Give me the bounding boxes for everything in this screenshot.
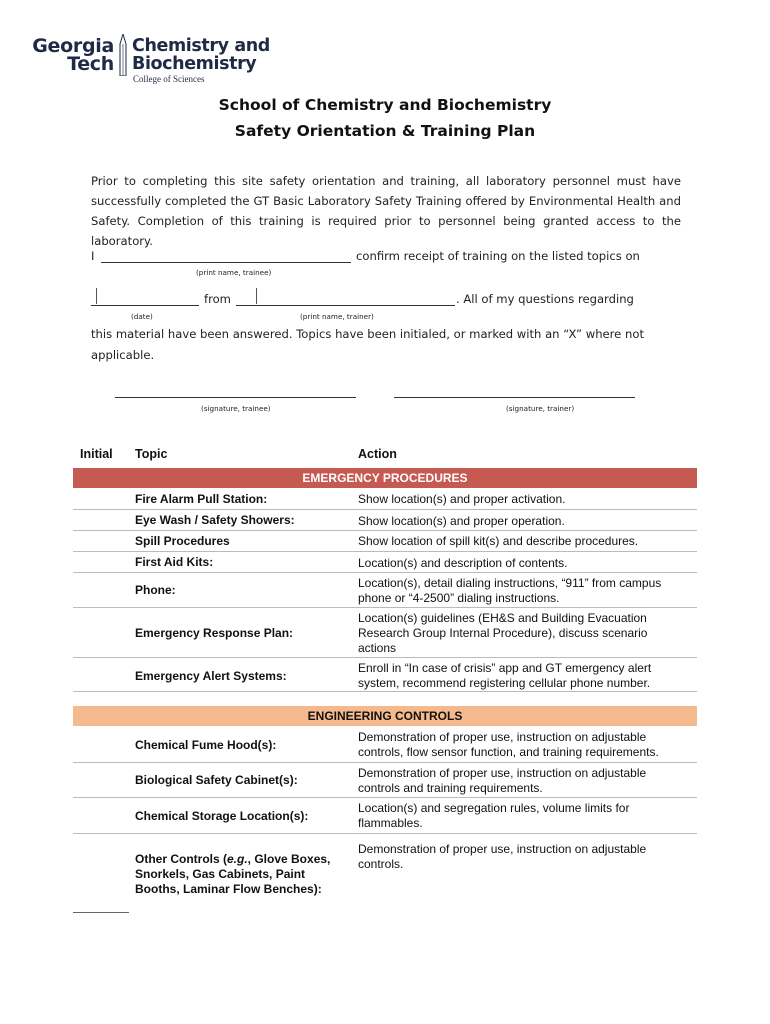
page-title: School of Chemistry and Biochemistry	[218, 96, 552, 114]
row-topic: Emergency Alert Systems:	[135, 669, 287, 683]
statement-line4: applicable.	[91, 348, 155, 362]
table-bottom-rule	[73, 912, 129, 913]
logo-georgia: Georgia	[32, 35, 114, 57]
initial-field[interactable]	[73, 727, 125, 762]
table-row	[73, 658, 697, 692]
table-row	[73, 510, 697, 531]
row-action: Demonstration of proper use, instruction on adjustable controls, flow sensor function, and training requirements.	[358, 730, 659, 759]
row-action: Location(s) and segregation rules, volume limits for flammables.	[358, 801, 630, 830]
statement-line1-suffix: confirm receipt of training on the listed topics on	[356, 249, 640, 263]
logo-college: College of Sciences	[133, 74, 205, 84]
label-date: (date)	[131, 312, 153, 321]
row-action: Location(s) and description of contents.	[358, 556, 568, 570]
label-signature-trainer: (signature, trainer)	[506, 404, 575, 413]
row-action: Demonstration of proper use, instruction on adjustable controls.	[358, 842, 647, 871]
initial-field[interactable]	[73, 658, 125, 691]
trainer-name-field[interactable]	[236, 305, 455, 306]
initial-field[interactable]	[73, 834, 125, 896]
column-header-action: Action	[358, 447, 397, 461]
table-row	[73, 531, 697, 552]
initial-field[interactable]	[73, 510, 125, 530]
row-topic: Eye Wash / Safety Showers:	[135, 513, 295, 527]
trainee-name-field[interactable]	[101, 262, 351, 263]
row-action: Demonstration of proper use, instruction on adjustable controls and training requirements.	[358, 766, 647, 795]
section-emergency-procedures: EMERGENCY PROCEDURES	[73, 468, 697, 488]
date-field[interactable]	[91, 305, 199, 306]
table-row	[73, 834, 697, 896]
initial-field[interactable]	[73, 573, 125, 607]
row-topic: Biological Safety Cabinet(s):	[135, 773, 298, 787]
table-row	[73, 608, 697, 658]
initial-field[interactable]	[73, 488, 125, 509]
section-engineering-controls: ENGINEERING CONTROLS	[73, 706, 697, 726]
logo-department	[132, 37, 270, 73]
row-action: Location(s) guidelines (EH&S and Building Evacuation Research Group Internal Procedure), discuss scenario actions	[358, 611, 648, 655]
table-row	[73, 573, 697, 608]
initial-field[interactable]	[73, 608, 125, 657]
row-topic	[135, 852, 350, 897]
table-row	[73, 763, 697, 798]
table-row	[73, 727, 697, 763]
logo-tech: Tech	[67, 53, 114, 75]
row-action: Show location of spill kit(s) and describe procedures.	[358, 534, 639, 548]
trainer-field-cursor	[256, 288, 257, 304]
table-row	[73, 488, 697, 510]
statement-i: I	[91, 249, 95, 263]
row-topic: Chemical Fume Hood(s):	[135, 738, 277, 752]
row-topic: Fire Alarm Pull Station:	[135, 492, 268, 506]
table-row	[73, 798, 697, 834]
logo-georgia-tech	[28, 37, 114, 73]
topic-suffix: , Glove Boxes, Snorkels, Gas Cabinets, Paint Booths, Laminar Flow Benches):	[135, 852, 331, 896]
label-signature-trainee: (signature, trainee)	[201, 404, 271, 413]
row-action: Show location(s) and proper activation.	[358, 492, 566, 506]
georgia-tech-logo	[28, 34, 298, 88]
row-topic: Phone:	[135, 583, 176, 597]
trainee-signature-field[interactable]	[115, 397, 356, 398]
table-row	[73, 552, 697, 573]
row-topic: Chemical Storage Location(s):	[135, 809, 309, 823]
label-print-name-trainee: (print name, trainee)	[196, 268, 272, 277]
topic-em: e.g.	[227, 852, 248, 866]
topic-prefix: Other Controls (	[135, 852, 227, 866]
date-field-cursor	[96, 288, 97, 304]
label-print-name-trainer: (print name, trainer)	[300, 312, 374, 321]
statement-line2-suffix: . All of my questions regarding	[456, 292, 634, 306]
trainer-signature-field[interactable]	[394, 397, 635, 398]
row-topic: Spill Procedures	[135, 534, 230, 548]
tower-icon	[117, 34, 129, 76]
row-action: Location(s), detail dialing instructions, “911” from campus phone or “4-2500” dialing instructions.	[358, 576, 662, 605]
row-topic: Emergency Response Plan:	[135, 626, 294, 640]
intro-paragraph: Prior to completing this site safety orientation and training, all laboratory personnel must have successfully completed the GT Basic Laboratory Safety Training offered by Environmental Health and Safety. Completion of this training is required prior to personnel being granted access to the laboratory.	[91, 174, 681, 248]
row-action: Show location(s) and proper operation.	[358, 514, 565, 528]
page-subtitle: Safety Orientation & Training Plan	[234, 122, 536, 140]
column-header-topic: Topic	[135, 447, 168, 461]
logo-biochemistry: Biochemistry	[132, 54, 257, 74]
row-topic: First Aid Kits:	[135, 555, 214, 569]
initial-field[interactable]	[73, 763, 125, 797]
statement-line3: this material have been answered. Topics have been initialed, or marked with an “X” where not	[91, 327, 644, 341]
column-header-initial: Initial	[80, 447, 113, 461]
initial-field[interactable]	[73, 552, 125, 572]
statement-from: from	[204, 292, 231, 306]
initial-field[interactable]	[73, 798, 125, 833]
logo-chemistry-and: Chemistry and	[132, 36, 270, 56]
row-action: Enroll in “In case of crisis” app and GT emergency alert system, recommend registering cellular phone number.	[358, 661, 652, 690]
initial-field[interactable]	[73, 531, 125, 551]
